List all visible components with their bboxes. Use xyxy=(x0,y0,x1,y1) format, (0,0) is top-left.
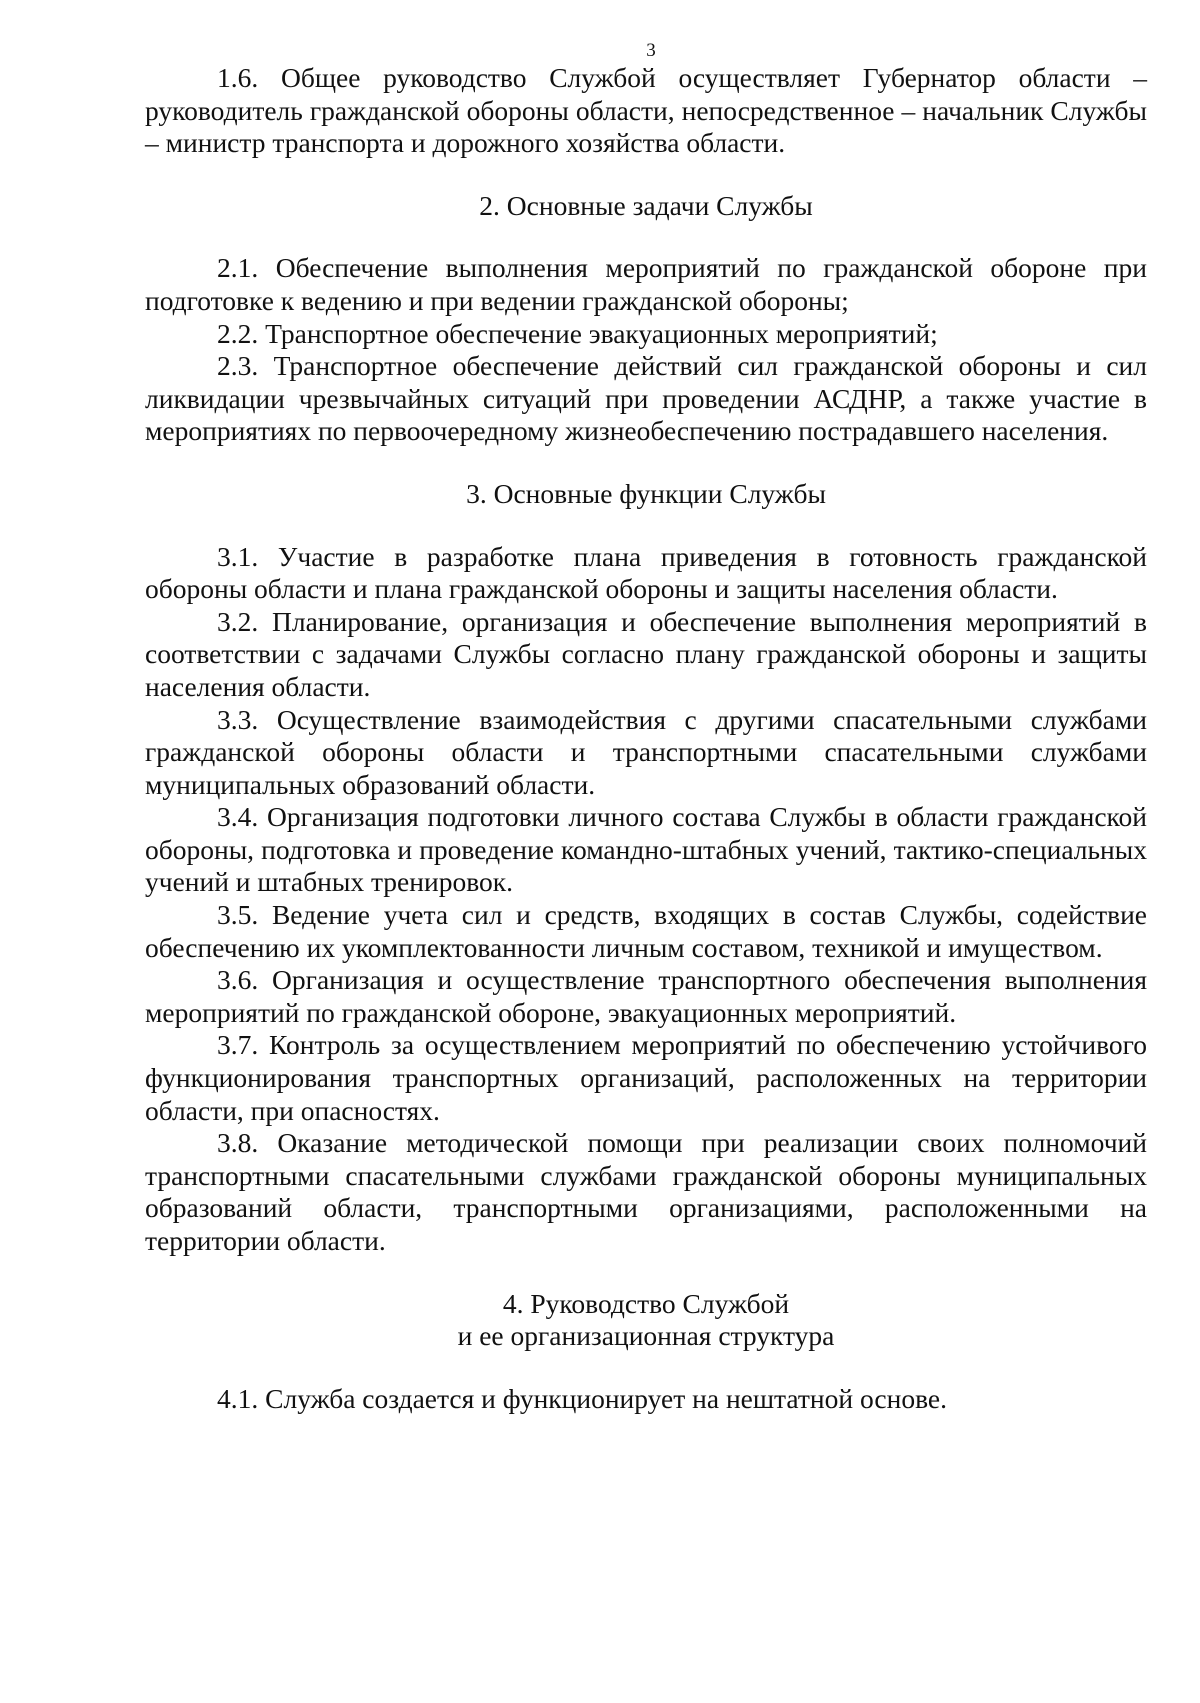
paragraph-2-1: 2.1. Обеспечение выполнения мероприятий по гражданской обороне при подготовке к ведению и при ведении гражданской обороны; xyxy=(145,252,1147,316)
paragraph-3-3: 3.3. Осуществление взаимодействия с другими спасательными службами гражданской обороны области и транспортными спасательными службами муниципальных образований области. xyxy=(145,703,1147,800)
section-heading-4-line-2: и ее организационная структура xyxy=(457,1320,835,1352)
paragraph-3-4: 3.4. Организация подготовки личного состава Службы в области гражданской обороны, подготовка и проведение командно-штабных учений, тактико-специальных учений и штабных тренировок. xyxy=(145,801,1147,898)
section-heading-4-line-1: 4. Руководство Службой xyxy=(502,1287,790,1319)
page-number: 3 xyxy=(646,40,656,61)
section-heading-3: 3. Основные функции Службы xyxy=(466,477,826,509)
paragraph-3-8: 3.8. Оказание методической помощи при реализации своих полномочий транспортными спасательными службами гражданской обороны муниципальных образований области, транспортными организациями, расположенными на территории области. xyxy=(145,1127,1147,1256)
paragraph-4-1: 4.1. Служба создается и функционирует на нештатной основе. xyxy=(217,1382,947,1414)
paragraph-3-5: 3.5. Ведение учета сил и средств, входящих в состав Службы, содействие обеспечению их укомплектованности личным составом, техникой и имуществом. xyxy=(145,899,1147,963)
paragraph-3-6: 3.6. Организация и осуществление транспортного обеспечения выполнения мероприятий по гражданской обороне, эвакуационных мероприятий. xyxy=(145,964,1147,1028)
paragraph-3-7: 3.7. Контроль за осуществлением мероприятий по обеспечению устойчивого функционирования транспортных организаций, расположенных на территории области, при опасностях. xyxy=(145,1029,1147,1126)
section-heading-2: 2. Основные задачи Службы xyxy=(479,189,813,221)
paragraph-2-2: 2.2. Транспортное обеспечение эвакуационных мероприятий; xyxy=(217,317,938,349)
document-page xyxy=(145,40,1147,1415)
paragraph-2-3: 2.3. Транспортное обеспечение действий сил гражданской обороны и сил ликвидации чрезвычайных ситуаций при проведении АСДНР, а также участие в мероприятиях по первоочередному жизнеобеспечению пострадавшего населения. xyxy=(145,350,1147,447)
section-heading-4 xyxy=(145,1288,1147,1353)
paragraph-1-6: 1.6. Общее руководство Службой осуществляет Губернатор области – руководитель гражданской обороны области, непосредственное – начальник Службы – министр транспорта и дорожного хозяйства области. xyxy=(145,62,1147,159)
paragraph-3-1: 3.1. Участие в разработке плана приведения в готовность гражданской обороны области и плана гражданской обороны и защиты населения области. xyxy=(145,540,1147,605)
paragraph-3-2: 3.2. Планирование, организация и обеспечение выполнения мероприятий в соответствии с задачами Службы согласно плану гражданской обороны и защиты населения области. xyxy=(145,605,1147,702)
